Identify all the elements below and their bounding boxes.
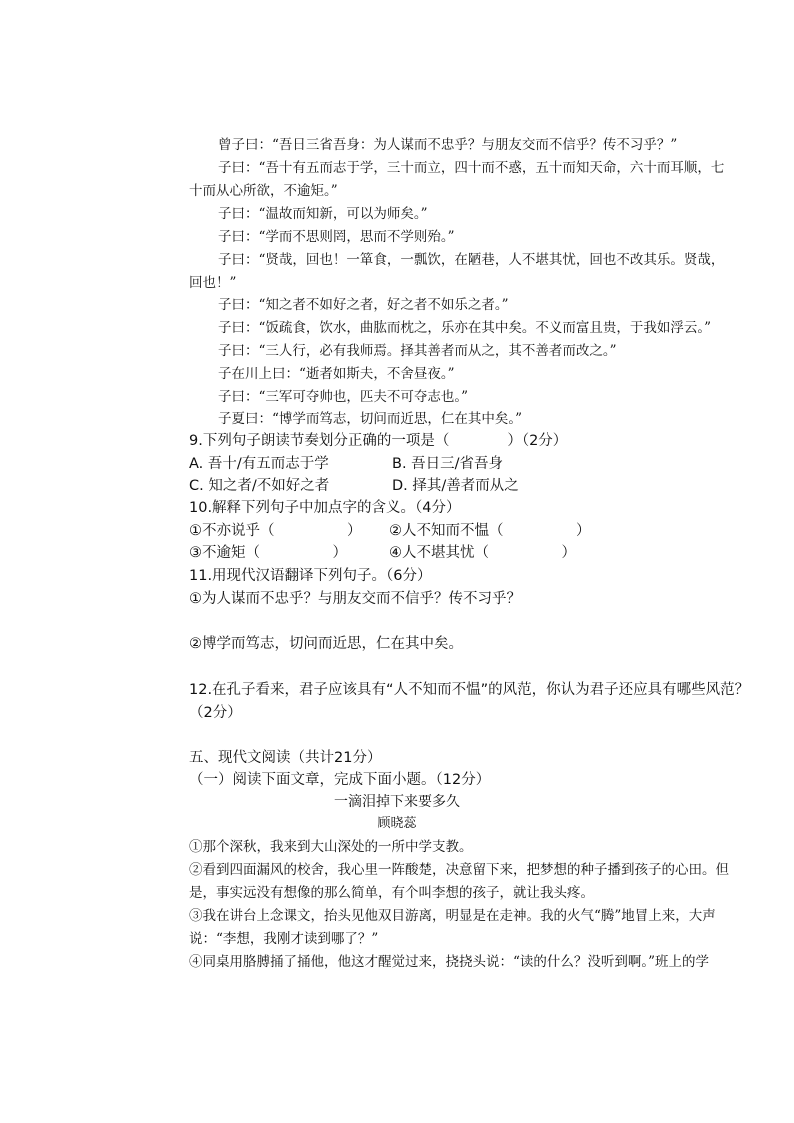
classical-line: 曾子曰：“吾日三省吾身：为人谋而不忠乎？与朋友交而不信乎？传不习乎？” (218, 137, 678, 153)
section-subheading: （一）阅读下面文章，完成下面小题。（12分） (189, 772, 491, 788)
article-title: 一滴泪掉下来要多久 (334, 794, 460, 810)
question-12-score: （2分） (189, 705, 242, 721)
classical-line: 子曰：“饭疏食，饮水，曲肱而枕之，乐亦在其中矣。不义而富且贵，于我如浮云。” (218, 320, 712, 336)
classical-line: 子夏曰：“博学而笃志，切问而近思，仁在其中矣。” (218, 411, 523, 427)
q9-option-d: D. 择其/善者而从之 (392, 478, 519, 494)
classical-line: 子曰：“学而不思则罔，思而不学则殆。” (218, 229, 455, 245)
classical-line: 子在川上曰：“逝者如斯夫，不舍昼夜。” (218, 366, 455, 382)
article-author: 顾晓蕊 (377, 816, 417, 831)
article-paragraph: 说：“李想，我刚才读到哪了？” (189, 931, 379, 947)
q9-option-c: C. 知之者/不如好之者 (189, 478, 330, 494)
q11-sentence-1: ①为人谋而不忠乎？与朋友交而不信乎？传不习乎？ (189, 591, 521, 607)
q10-item-4: ④人不堪其忧（ ） (389, 545, 576, 561)
question-10-stem: 10.解释下列句子中加点字的含义。（4分） (189, 500, 461, 516)
article-paragraph: ②看到四面漏风的校舍，我心里一阵酸楚，决意留下来，把梦想的种子播到孩子的心田。但 (189, 862, 729, 878)
classical-line: 子曰：“吾十有五而志于学，三十而立，四十而不惑，五十而知天命，六十而耳顺，七 (218, 160, 725, 176)
classical-line: 子曰：“温故而知新，可以为师矣。” (218, 206, 428, 222)
q9-option-b: B. 吾日三/省吾身 (392, 456, 504, 472)
classical-line: 子曰：“贤哉，回也！一箪食，一瓢饮，在陋巷，人不堪其忧，回也不改其乐。贤哉， (218, 252, 725, 268)
article-paragraph: 是，事实远没有想像的那么简单，有个叫李想的孩子，就让我头疼。 (189, 885, 594, 901)
classical-line: 子曰：“知之者不如好之者，好之者不如乐之者。” (218, 297, 509, 313)
classical-line: 子曰：“三军可夺帅也，匹夫不可夺志也。” (218, 389, 469, 405)
section-heading: 五、现代文阅读（共计21分） (189, 750, 382, 766)
question-12-stem: 12.在孔子看来，君子应该具有“人不知而不愠”的风范，你认为君子还应具有哪些风范？ (189, 682, 750, 698)
article-paragraph: ④同桌用胳膊捅了捅他，他这才醒觉过来，挠挠头说：“读的什么？没听到啊。”班上的学 (189, 954, 710, 970)
q9-option-a: A. 吾十/有五而志于学 (189, 456, 329, 472)
article-paragraph: ①那个深秋，我来到大山深处的一所中学支教。 (189, 839, 473, 855)
q10-item-2: ②人不知而不愠（ ） (389, 523, 591, 539)
q10-item-1: ①不亦说乎（ ） (189, 523, 362, 539)
classical-line: 子曰：“三人行，必有我师焉。择其善者而从之，其不善者而改之。” (218, 343, 617, 359)
article-paragraph: ③我在讲台上念课文，抬头见他双目游离，明显是在走神。我的火气“腾”地冒上来，大声 (189, 908, 716, 924)
classical-line: 十而从心所欲，不逾矩。” (189, 183, 338, 199)
question-11-stem: 11.用现代汉语翻译下列句子。（6分） (189, 568, 432, 584)
q11-sentence-2: ②博学而笃志，切问而近思，仁在其中矣。 (189, 636, 463, 652)
q10-item-3: ③不逾矩（ ） (189, 545, 347, 561)
question-9-stem: 9.下列句子朗读节奏划分正确的一项是（ ）（2分） (189, 433, 568, 449)
classical-line: 回也！” (189, 275, 237, 291)
